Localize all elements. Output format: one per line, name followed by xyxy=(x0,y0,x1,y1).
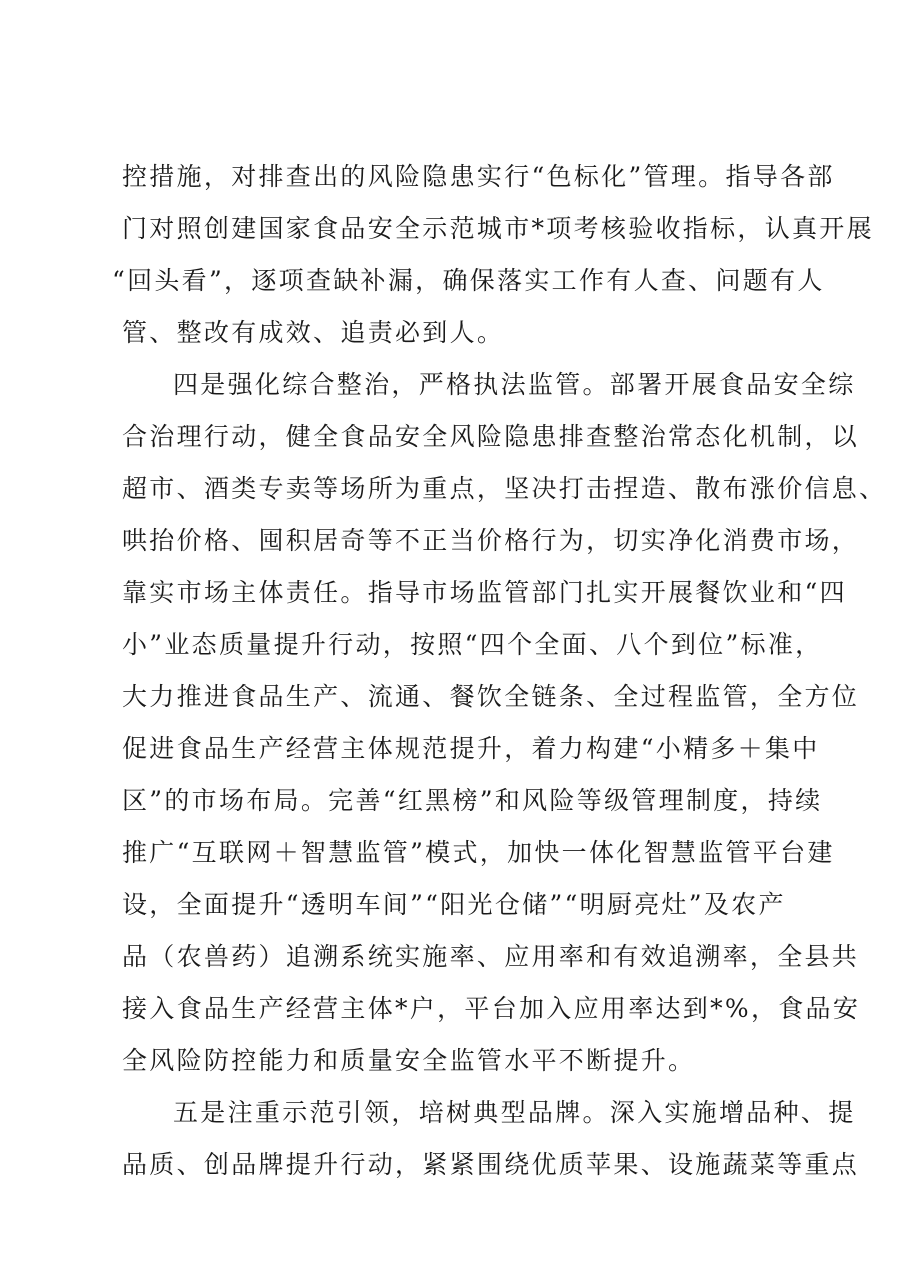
text-line: 超市、酒类专卖等场所为重点，坚决打击捏造、散布涨价信息、 xyxy=(122,474,887,503)
text-line: 促进食品生产经营主体规范提升，着力构建“小精多＋集中 xyxy=(122,734,820,763)
text-line: 四是强化综合整治，严格执法监管。部署开展食品安全综 xyxy=(173,370,856,399)
text-line: 管、整改有成效、追责必到人。 xyxy=(122,318,505,347)
text-line: 哄抬价格、囤积居奇等不正当价格行为，切实净化消费市场， xyxy=(122,526,860,555)
text-line: 靠实市场主体责任。指导市场监管部门扎实开展餐饮业和“四 xyxy=(122,578,847,607)
text-line: 区”的市场布局。完善“红黑榜”和风险等级管理制度，持续 xyxy=(122,786,823,815)
text-line: 控措施，对排查出的风险隐患实行“色标化”管理。指导各部 xyxy=(122,162,835,191)
text-line: 接入食品生产经营主体*户，平台加入应用率达到*%，食品安 xyxy=(122,994,861,1023)
text-line: 全风险防控能力和质量安全监管水平不断提升。 xyxy=(122,1046,696,1075)
text-line: 品（农兽药）追溯系统实施率、应用率和有效追溯率，全县共 xyxy=(122,942,860,971)
text-line: 大力推进食品生产、流通、餐饮全链条、全过程监管，全方位 xyxy=(122,682,860,711)
text-line: 五是注重示范引领，培树典型品牌。深入实施增品种、提 xyxy=(173,1098,856,1127)
text-line: 设，全面提升“透明车间”“阳光仓储”“明厨亮灶”及农产 xyxy=(122,890,786,919)
text-line: 品质、创品牌提升行动，紧紧围绕优质苹果、设施蔬菜等重点 xyxy=(122,1150,860,1179)
text-line: 推广“互联网＋智慧监管”模式，加快一体化智慧监管平台建 xyxy=(122,838,835,867)
text-line: 合治理行动，健全食品安全风险隐患排查整治常态化机制，以 xyxy=(122,422,860,451)
text-line: “回头看”，逐项查缺补漏，确保落实工作有人查、问题有人 xyxy=(112,266,825,295)
text-line: 门对照创建国家食品安全示范城市*项考核验收指标，认真开展 xyxy=(122,214,874,243)
text-line: 小”业态质量提升行动，按照“四个全面、八个到位”标准， xyxy=(122,630,823,659)
